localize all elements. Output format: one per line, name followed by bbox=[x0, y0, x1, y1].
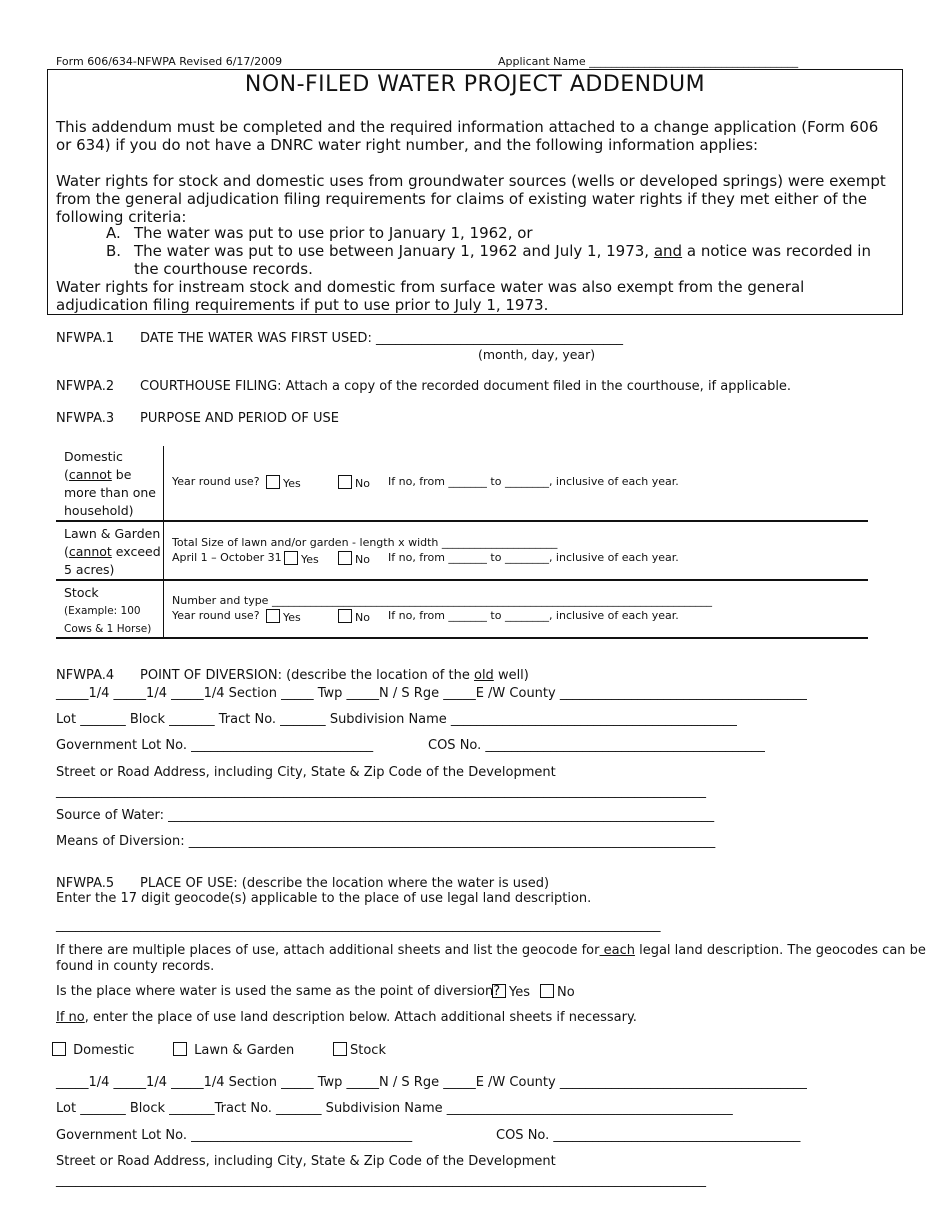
table-row-separator bbox=[56, 520, 868, 522]
diversion-address-label: Street or Road Address, including City, State & Zip Code of the Development bbox=[56, 765, 556, 780]
date-hint: (month, day, year) bbox=[478, 347, 596, 362]
lawn-garden-label: Lawn & Garden (cannot exceed 5 acres) bbox=[64, 526, 161, 577]
criteria-b-marker: B. bbox=[106, 242, 122, 260]
use-stock-checkbox[interactable]: Stock bbox=[333, 1042, 386, 1058]
checkbox-icon bbox=[540, 984, 554, 998]
page-title: NON-FILED WATER PROJECT ADDENDUM bbox=[244, 72, 706, 97]
table-row-separator bbox=[56, 579, 868, 581]
county-records-note: found in county records. bbox=[56, 959, 215, 974]
use-legal-description-field[interactable]: _____1/4 _____1/4 _____1/4 Section _____ Twp _____N / S Rge _____E /W County ______________________________________ bbox=[56, 1075, 807, 1090]
stock-no-checkbox[interactable]: No bbox=[338, 609, 370, 624]
lawn-range-field[interactable]: If no, from _______ to ________, inclusive of each year. bbox=[388, 551, 679, 564]
use-government-lot-field[interactable]: Government Lot No. __________________________________ bbox=[56, 1128, 413, 1143]
same-yes-checkbox[interactable]: Yes bbox=[492, 984, 530, 1000]
same-as-diversion-question: Is the place where water is used the same as the point of diversion? bbox=[56, 984, 501, 999]
checkbox-icon bbox=[338, 475, 352, 489]
domestic-yes-checkbox[interactable]: Yes bbox=[266, 475, 301, 490]
domestic-range-field[interactable]: If no, from _______ to ________, inclusive of each year. bbox=[388, 475, 679, 488]
stock-label: Stock (Example: 100 Cows & 1 Horse) bbox=[64, 585, 152, 635]
table-divider bbox=[163, 446, 164, 639]
if-no-instruction: If no, enter the place of use land description below. Attach additional sheets if necessary. bbox=[56, 1010, 637, 1025]
lawn-yes-checkbox[interactable]: Yes bbox=[284, 551, 319, 566]
checkbox-icon bbox=[492, 984, 506, 998]
section-4-id: NFWPA.4 bbox=[56, 668, 115, 683]
use-address-field[interactable]: ____________________________________________________________________________________________________ bbox=[56, 1173, 706, 1188]
checkbox-icon bbox=[173, 1042, 187, 1056]
use-address-label: Street or Road Address, including City, State & Zip Code of the Development bbox=[56, 1154, 556, 1169]
lawn-size-field[interactable]: Total Size of lawn and/or garden - length x width _____________________ bbox=[172, 536, 558, 549]
criteria-b-text: The water was put to use between January 1, 1962 and July 1, 1973, and a notice was recorded in the courthouse records. bbox=[134, 242, 871, 278]
diversion-lot-block-tract-field[interactable]: Lot _______ Block _______ Tract No. _______ Subdivision Name ____________________________________________ bbox=[56, 712, 737, 727]
diversion-legal-description-field[interactable]: _____1/4 _____1/4 _____1/4 Section _____ Twp _____N / S Rge _____E /W County ______________________________________ bbox=[56, 686, 807, 701]
checkbox-icon bbox=[338, 551, 352, 565]
diversion-address-field[interactable]: ____________________________________________________________________________________________________ bbox=[56, 784, 706, 799]
section-2-id: NFWPA.2 bbox=[56, 379, 115, 394]
section-5-id: NFWPA.5 bbox=[56, 876, 115, 891]
purpose-period-heading: PURPOSE AND PERIOD OF USE bbox=[140, 411, 339, 426]
checkbox-icon bbox=[266, 609, 280, 623]
criteria-a-marker: A. bbox=[106, 224, 121, 242]
diversion-cos-field[interactable]: COS No. ___________________________________________ bbox=[428, 738, 765, 753]
use-domestic-checkbox[interactable]: Domestic bbox=[52, 1042, 134, 1058]
table-row-separator bbox=[56, 637, 868, 639]
lawn-no-checkbox[interactable]: No bbox=[338, 551, 370, 566]
criteria-a-text: The water was put to use prior to January 1, 1962, or bbox=[134, 224, 533, 242]
courthouse-filing-text: COURTHOUSE FILING: Attach a copy of the recorded document filed in the courthouse, if applicable. bbox=[140, 379, 792, 394]
domestic-no-checkbox[interactable]: No bbox=[338, 475, 370, 490]
checkbox-icon bbox=[52, 1042, 66, 1056]
place-of-use-heading: PLACE OF USE: (describe the location where the water is used) bbox=[140, 876, 550, 891]
checkbox-icon bbox=[266, 475, 280, 489]
geocode-field[interactable]: _____________________________________________________________________________________________ bbox=[56, 918, 661, 933]
same-no-checkbox[interactable]: No bbox=[540, 984, 575, 1000]
use-cos-field[interactable]: COS No. ______________________________________ bbox=[496, 1128, 801, 1143]
intro-box bbox=[47, 69, 903, 315]
source-of-water-field[interactable]: Source of Water: ____________________________________________________________________________________ bbox=[56, 808, 715, 823]
section-3-id: NFWPA.3 bbox=[56, 411, 115, 426]
geocode-instruction: Enter the 17 digit geocode(s) applicable to the place of use legal land description. bbox=[56, 891, 592, 906]
stock-number-type-field[interactable]: Number and type ________________________________________________________________________________ bbox=[172, 594, 712, 607]
domestic-label: Domestic (cannot be more than one household) bbox=[64, 449, 156, 518]
checkbox-icon bbox=[333, 1042, 347, 1056]
intro-paragraph-1: This addendum must be completed and the required information attached to a change application (Form 606 or 634) if you do not have a DNRC water right number, and the following information applies: bbox=[56, 118, 879, 154]
use-lot-block-tract-field[interactable]: Lot _______ Block _______Tract No. _______ Subdivision Name ____________________________________________ bbox=[56, 1101, 733, 1116]
intro-paragraph-2: Water rights for stock and domestic uses from groundwater sources (wells or developed springs) were exempt from the general adjudication filing requirements for claims of existing water rights if they met either of the following criteria: bbox=[56, 172, 886, 226]
domestic-year-round-label: Year round use? bbox=[172, 475, 260, 488]
intro-paragraph-3: Water rights for instream stock and domestic from surface water was also exempt from the general adjudication filing requirements if put to use prior to July 1, 1973. bbox=[56, 278, 805, 314]
date-first-used-field[interactable]: DATE THE WATER WAS FIRST USED: ______________________________________ bbox=[140, 331, 623, 346]
point-of-diversion-heading: POINT OF DIVERSION: (describe the location of the old well) bbox=[140, 668, 529, 683]
stock-yes-checkbox[interactable]: Yes bbox=[266, 609, 301, 624]
section-1-id: NFWPA.1 bbox=[56, 331, 115, 346]
means-of-diversion-field[interactable]: Means of Diversion: _________________________________________________________________________________ bbox=[56, 834, 716, 849]
stock-range-field[interactable]: If no, from _______ to ________, inclusive of each year. bbox=[388, 609, 679, 622]
multiple-places-note: If there are multiple places of use, attach additional sheets and list the geocode for each legal land description. The geocodes can be bbox=[56, 943, 926, 958]
use-lawn-garden-checkbox[interactable]: Lawn & Garden bbox=[173, 1042, 294, 1058]
diversion-government-lot-field[interactable]: Government Lot No. ____________________________ bbox=[56, 738, 374, 753]
applicant-name-field[interactable]: Applicant Name ______________________________________ bbox=[498, 55, 799, 68]
stock-year-round-label: Year round use? bbox=[172, 609, 260, 622]
checkbox-icon bbox=[338, 609, 352, 623]
checkbox-icon bbox=[284, 551, 298, 565]
lawn-period-label: April 1 – October 31 bbox=[172, 551, 282, 564]
form-id: Form 606/634-NFWPA Revised 6/17/2009 bbox=[56, 55, 283, 68]
